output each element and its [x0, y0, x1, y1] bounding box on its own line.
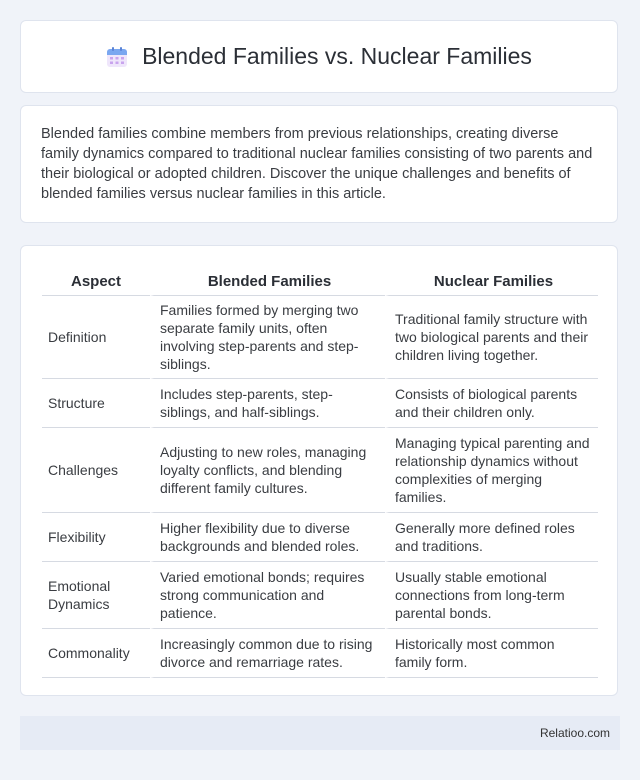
cell-nuclear: Usually stable emotional connections from long-term parental bonds. [385, 562, 598, 629]
table-row [42, 296, 598, 379]
footer-brand[interactable]: Relatioo.com [539, 726, 610, 740]
table-row [42, 629, 598, 678]
footer [20, 716, 620, 750]
comparison-table [42, 266, 598, 678]
calendar-icon [106, 46, 128, 68]
cell-aspect: Commonality [42, 629, 150, 678]
cell-blended: Increasingly common due to rising divorce and remarriage rates. [150, 629, 385, 678]
cell-nuclear: Consists of biological parents and their children only. [385, 379, 598, 428]
cell-aspect: Structure [42, 379, 150, 428]
table-row [42, 562, 598, 629]
cell-aspect: Emotional Dynamics [42, 562, 150, 629]
cell-aspect: Challenges [42, 428, 150, 513]
cell-blended: Includes step-parents, step-siblings, and half-siblings. [150, 379, 385, 428]
cell-nuclear: Generally more defined roles and traditions. [385, 513, 598, 562]
cell-blended: Adjusting to new roles, managing loyalty conflicts, and blending different family cultures. [150, 428, 385, 513]
cell-blended: Families formed by merging two separate family units, often involving step-parents and step-siblings. [150, 296, 385, 379]
intro-card [20, 105, 618, 223]
table-row [42, 379, 598, 428]
page-title: Blended Families vs. Nuclear Families [142, 43, 532, 69]
cell-blended: Higher flexibility due to diverse backgrounds and blended roles. [150, 513, 385, 562]
intro-text: Blended families combine members from previous relationships, creating diverse family dynamics compared to traditional nuclear families consisting of two parents and their biological or adopted children. Discover the unique challenges and benefits of blended families versus nuclear families in this article. [41, 126, 593, 202]
table-row [42, 428, 598, 513]
title-card [20, 20, 618, 93]
cell-blended: Varied emotional bonds; requires strong communication and patience. [150, 562, 385, 629]
cell-aspect: Flexibility [42, 513, 150, 562]
header-aspect: Aspect [42, 266, 150, 296]
comparison-table-card [20, 245, 618, 696]
header-blended: Blended Families [150, 266, 385, 296]
header-nuclear: Nuclear Families [385, 266, 598, 296]
table-row [42, 513, 598, 562]
cell-nuclear: Historically most common family form. [385, 629, 598, 678]
table-header-row [42, 266, 598, 296]
cell-nuclear: Traditional family structure with two biological parents and their children living together. [385, 296, 598, 379]
cell-aspect: Definition [42, 296, 150, 379]
cell-nuclear: Managing typical parenting and relationship dynamics without complexities of merging families. [385, 428, 598, 513]
